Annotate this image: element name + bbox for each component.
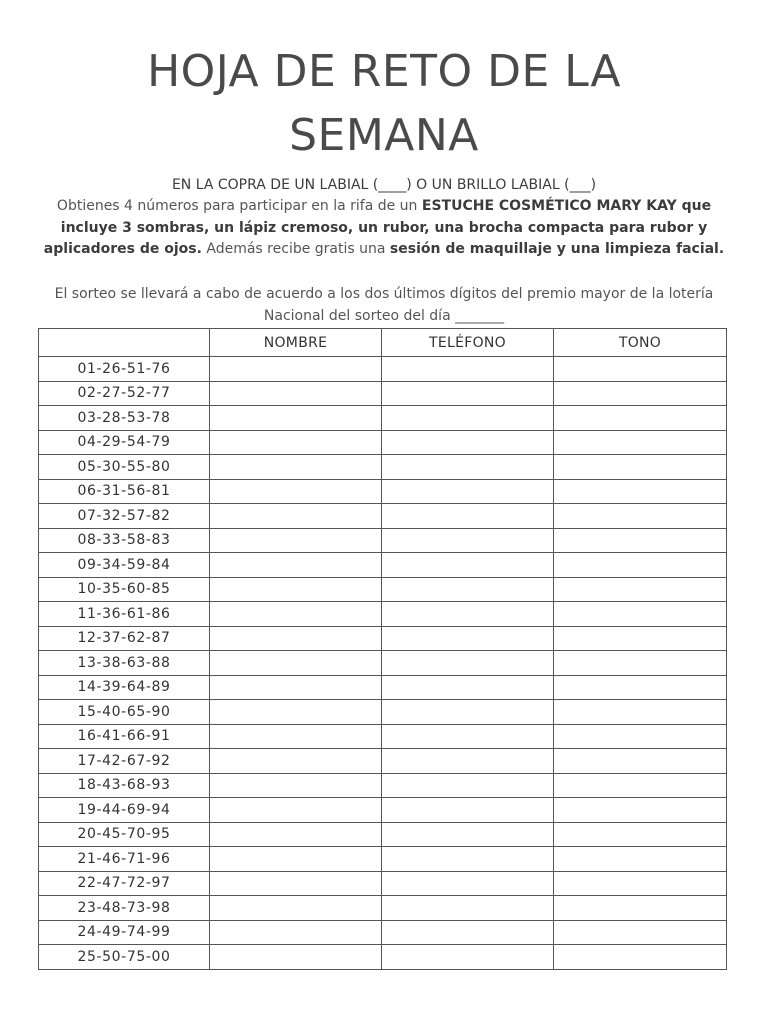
nombre-cell[interactable]: [210, 577, 382, 602]
tono-cell[interactable]: [554, 381, 727, 406]
nombre-cell[interactable]: [210, 406, 382, 431]
table-row: [39, 822, 727, 847]
tono-cell[interactable]: [554, 871, 727, 896]
tono-cell[interactable]: [554, 920, 727, 945]
raffle-numbers-cell: 02-27-52-77: [39, 381, 210, 406]
tono-cell[interactable]: [554, 406, 727, 431]
tono-cell[interactable]: [554, 651, 727, 676]
raffle-numbers-cell: 23-48-73-98: [39, 896, 210, 921]
table-row: [39, 871, 727, 896]
nombre-cell[interactable]: [210, 430, 382, 455]
description-text-1: Obtienes 4 números para participar en la rifa de un: [56, 198, 422, 214]
table-body: [39, 357, 727, 970]
table-row: [39, 430, 727, 455]
table-row: [39, 553, 727, 578]
telefono-cell[interactable]: [382, 381, 554, 406]
telefono-cell[interactable]: [382, 455, 554, 480]
telefono-cell[interactable]: [382, 675, 554, 700]
table-row: [39, 675, 727, 700]
nombre-cell[interactable]: [210, 528, 382, 553]
table-row: [39, 528, 727, 553]
telefono-cell[interactable]: [382, 871, 554, 896]
telefono-cell[interactable]: [382, 920, 554, 945]
table-row: [39, 406, 727, 431]
table-row: [39, 504, 727, 529]
telefono-cell[interactable]: [382, 822, 554, 847]
telefono-cell[interactable]: [382, 357, 554, 382]
nombre-cell[interactable]: [210, 724, 382, 749]
table-header-row: [39, 329, 727, 357]
raffle-numbers-cell: 01-26-51-76: [39, 357, 210, 382]
header-numbers: [39, 329, 210, 357]
raffle-numbers-cell: 25-50-75-00: [39, 945, 210, 970]
raffle-numbers-cell: 20-45-70-95: [39, 822, 210, 847]
tono-cell[interactable]: [554, 847, 727, 872]
telefono-cell[interactable]: [382, 896, 554, 921]
raffle-numbers-cell: 15-40-65-90: [39, 700, 210, 725]
raffle-numbers-cell: 18-43-68-93: [39, 773, 210, 798]
table-row: [39, 798, 727, 823]
nombre-cell[interactable]: [210, 700, 382, 725]
raffle-numbers-cell: 06-31-56-81: [39, 479, 210, 504]
raffle-numbers-cell: 17-42-67-92: [39, 749, 210, 774]
purchase-condition: EN LA COPRA DE UN LABIAL (____) O UN BRILLO LABIAL (___): [171, 177, 597, 193]
raffle-numbers-cell: 07-32-57-82: [39, 504, 210, 529]
table-row: [39, 773, 727, 798]
bonus-session-text: sesión de maquillaje y una limpieza facial.: [389, 241, 725, 257]
tono-cell[interactable]: [554, 675, 727, 700]
tono-cell[interactable]: [554, 479, 727, 504]
nombre-cell[interactable]: [210, 822, 382, 847]
telefono-cell[interactable]: [382, 798, 554, 823]
tono-cell[interactable]: [554, 724, 727, 749]
raffle-numbers-cell: 11-36-61-86: [39, 602, 210, 627]
table-row: [39, 602, 727, 627]
prize-description: [40, 196, 728, 261]
tono-cell[interactable]: [554, 504, 727, 529]
tono-cell[interactable]: [554, 455, 727, 480]
nombre-cell[interactable]: [210, 626, 382, 651]
nombre-cell[interactable]: [210, 675, 382, 700]
tono-cell[interactable]: [554, 945, 727, 970]
table-row: [39, 455, 727, 480]
table-row: [39, 626, 727, 651]
nombre-cell[interactable]: [210, 773, 382, 798]
table-row: [39, 700, 727, 725]
nombre-cell[interactable]: [210, 945, 382, 970]
nombre-cell[interactable]: [210, 749, 382, 774]
raffle-numbers-cell: 05-30-55-80: [39, 455, 210, 480]
tono-cell[interactable]: [554, 798, 727, 823]
telefono-cell[interactable]: [382, 945, 554, 970]
raffle-numbers-cell: 19-44-69-94: [39, 798, 210, 823]
tono-cell[interactable]: [554, 700, 727, 725]
nombre-cell[interactable]: [210, 847, 382, 872]
telefono-cell[interactable]: [382, 773, 554, 798]
telefono-cell[interactable]: [382, 847, 554, 872]
telefono-cell[interactable]: [382, 749, 554, 774]
telefono-cell[interactable]: [382, 577, 554, 602]
tono-cell[interactable]: [554, 896, 727, 921]
raffle-numbers-cell: 03-28-53-78: [39, 406, 210, 431]
telefono-cell[interactable]: [382, 700, 554, 725]
nombre-cell[interactable]: [210, 920, 382, 945]
nombre-cell[interactable]: [210, 479, 382, 504]
telefono-cell[interactable]: [382, 626, 554, 651]
description-text-2: Además recibe gratis una: [201, 241, 390, 257]
header-telefono: TELÉFONO: [382, 329, 554, 357]
raffle-numbers-cell: 08-33-58-83: [39, 528, 210, 553]
nombre-cell[interactable]: [210, 357, 382, 382]
telefono-cell[interactable]: [382, 651, 554, 676]
raffle-numbers-cell: 22-47-72-97: [39, 871, 210, 896]
raffle-numbers-cell: 10-35-60-85: [39, 577, 210, 602]
tono-cell[interactable]: [554, 430, 727, 455]
telefono-cell[interactable]: [382, 406, 554, 431]
table-row: [39, 357, 727, 382]
telefono-cell[interactable]: [382, 553, 554, 578]
tono-cell[interactable]: [554, 357, 727, 382]
raffle-numbers-cell: 04-29-54-79: [39, 430, 210, 455]
raffle-numbers-cell: 16-41-66-91: [39, 724, 210, 749]
table-row: [39, 724, 727, 749]
table-row: [39, 749, 727, 774]
raffle-note: El sorteo se llevará a cabo de acuerdo a los dos últimos dígitos del premio mayor de la lotería Nacional del sorteo del día _______: [54, 286, 714, 324]
tono-cell[interactable]: [554, 577, 727, 602]
nombre-cell[interactable]: [210, 651, 382, 676]
tono-cell[interactable]: [554, 822, 727, 847]
telefono-cell[interactable]: [382, 504, 554, 529]
tono-cell[interactable]: [554, 602, 727, 627]
prize-kit-text: ESTUCHE COSMÉTICO MARY KAY que incluye 3 sombras, un lápiz cremoso, un rubor, una brocha compacta para rubor y aplicadores de ojos.: [43, 198, 712, 257]
table-row: [39, 920, 727, 945]
raffle-numbers-cell: 21-46-71-96: [39, 847, 210, 872]
telefono-cell[interactable]: [382, 602, 554, 627]
header-tono: TONO: [554, 329, 727, 357]
nombre-cell[interactable]: [210, 896, 382, 921]
table-row: [39, 577, 727, 602]
telefono-cell[interactable]: [382, 528, 554, 553]
telefono-cell[interactable]: [382, 479, 554, 504]
nombre-cell[interactable]: [210, 798, 382, 823]
raffle-numbers-cell: 12-37-62-87: [39, 626, 210, 651]
nombre-cell[interactable]: [210, 553, 382, 578]
telefono-cell[interactable]: [382, 724, 554, 749]
raffle-table: [38, 328, 727, 970]
table-row: [39, 651, 727, 676]
nombre-cell[interactable]: [210, 602, 382, 627]
table-row: [39, 896, 727, 921]
table-row: [39, 945, 727, 970]
table-row: [39, 479, 727, 504]
table-row: [39, 847, 727, 872]
raffle-numbers-cell: 13-38-63-88: [39, 651, 210, 676]
nombre-cell[interactable]: [210, 871, 382, 896]
telefono-cell[interactable]: [382, 430, 554, 455]
tono-cell[interactable]: [554, 749, 727, 774]
tono-cell[interactable]: [554, 553, 727, 578]
raffle-numbers-cell: 09-34-59-84: [39, 553, 210, 578]
nombre-cell[interactable]: [210, 455, 382, 480]
tono-cell[interactable]: [554, 528, 727, 553]
tono-cell[interactable]: [554, 773, 727, 798]
page-title: HOJA DE RETO DE LA SEMANA: [147, 46, 621, 161]
tono-cell[interactable]: [554, 626, 727, 651]
raffle-numbers-cell: 14-39-64-89: [39, 675, 210, 700]
raffle-numbers-cell: 24-49-74-99: [39, 920, 210, 945]
nombre-cell[interactable]: [210, 504, 382, 529]
table-row: [39, 381, 727, 406]
nombre-cell[interactable]: [210, 381, 382, 406]
header-nombre: NOMBRE: [210, 329, 382, 357]
